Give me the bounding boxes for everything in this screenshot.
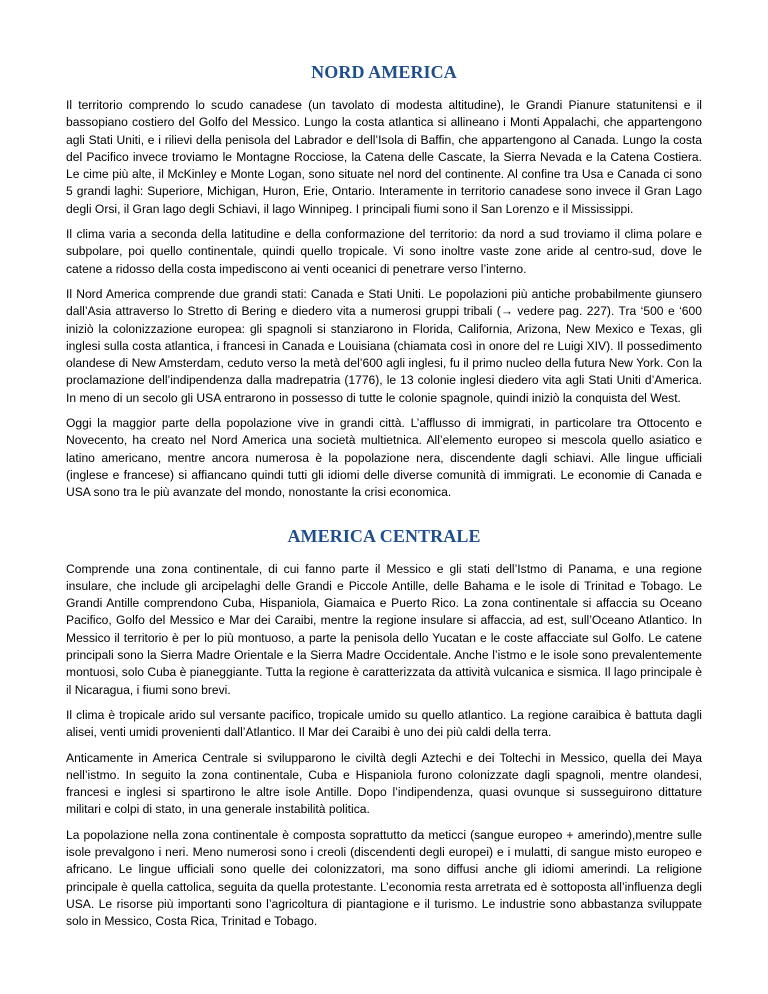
- paragraph-history: Il Nord America comprende due grandi stati: Canada e Stati Uniti. Le popolazioni più antiche probabilmente giunsero dall’Asia attraverso lo Stretto di Bering e diedero vita a numerosi gruppi tribali (→ vedere pag. 227). Tra ‘500 e ‘600 iniziò la colonizzazione europea: gli spagnoli si stanziarono in Florida, California, Arizona, New Mexico e Texas, gli inglesi sulla costa atlantica, i francesi in Canada e Louisiana (chiamata così in onore del re Luigi XIV). Il possedimento olandese di New Amsterdam, ceduto verso la metà del’600 agli inglesi, fu il primo nucleo della futura New York. Con la proclamazione dell’indipendenza dalla madrepatria (1776), le 13 colonie inglesi diedero vita agli Stati Uniti d’America. In meno di un secolo gli USA entrarono in possesso di tutte le colonie spagnole, quindi iniziò la conquista del West.: [66, 286, 702, 405]
- paragraph-population: Oggi la maggior parte della popolazione vive in grandi città. L’afflusso di immigrati, in particolare tra Ottocento e Novecento, ha creato nel Nord America una società multietnica. All’elemento europeo si mescola quello asiatico e latino americano, mentre ancora numerosa è la popolazione nera, discendente dagli schiavi. Alle lingue ufficiali (inglese e francese) si affiancano quindi tutti gli idiomi delle diverse comunità di immigrati. Le economie di Canada e USA sono tra le più avanzate del mondo, nonostante la crisi economica.: [66, 416, 702, 500]
- paragraph-history: Anticamente in America Centrale si svilupparono le civiltà degli Aztechi e dei Toltechi in Messico, quella dei Maya nell’istmo. In seguito la zona continentale, Cuba e Hispaniola furono colonizzate dagli spagnoli, mentre olandesi, francesi e inglesi si spartirono le altre isole Antille. Dopo l’indipendenza, quasi ovunque si susseguirono dittature militari e colpi di stato, in una generale instabilità politica.: [66, 750, 702, 817]
- paragraph-climate: Il clima varia a seconda della latitudine e della conformazione del territorio: da nord a sud troviamo il clima polare e subpolare, poi quello continentale, quindi quello tropicale. Vi sono inoltre vaste zone aride al centro-sud, dove le catene a ridosso della costa impediscono ai venti oceanici di penetrare verso l’interno.: [66, 227, 702, 276]
- paragraph-territory: Il territorio comprendo lo scudo canadese (un tavolato di modesta altitudine), le Grandi Pianure statunitensi e il bassopiano costiero del Golfo del Messico. Lungo la costa atlantica si allineano i Monti Appalachi, che appartengono agli Stati Uniti, e i rilievi della penisola del Labrador e dell’Isola di Baffin, che appartengono al Canada. Lungo la costa del Pacifico invece troviamo le Montagne Rocciose, la Catena delle Cascate, la Sierra Nevada e la Catena Costiera. Le cime più alte, il McKinley e Monte Logan, sono situate nel nord del continente. Al confine tra Usa e Canada ci sono 5 grandi laghi: Superiore, Michigan, Huron, Erie, Ontario. Interamente in territorio canadese sono invece il Gran Lago degli Orsi, il Gran lago degli Schiavi, il lago Winnipeg. I principali fiumi sono il San Lorenzo e il Mississippi.: [66, 98, 702, 216]
- paragraph-territory: Comprende una zona continentale, di cui fanno parte il Messico e gli stati dell’Istmo di Panama, e una regione insulare, che include gli arcipelaghi delle Grandi e Piccole Antille, delle Bahama e le isole di Trinitad e Tobago. Le Grandi Antille comprendono Cuba, Hispaniola, Giamaica e Puerto Rico. La zona continentale si affaccia su Oceano Pacifico, Golfo del Messico e Mar dei Caraibi, mentre la regione insulare si affaccia, ad est, sull’Oceano Atlantico. In Messico il territorio è per lo più montuoso, a parte la penisola dello Yucatan e le coste affacciate sul Golfo. Le catene principali sono la Sierra Madre Orientale e la Sierra Madre Occidentale. Anche l’istmo e le isole sono prevalentemente montuosi, solo Cuba è pianeggiante. Tutta la regione è caratterizzata da attività vulcanica e sismica. Il lago principale è il Nicaragua, i fiumi sono brevi.: [66, 561, 702, 697]
- section-title-america-centrale: AMERICA CENTRALE: [287, 525, 481, 546]
- document-body: [66, 62, 702, 938]
- paragraph-population: La popolazione nella zona continentale è composta soprattutto da meticci (sangue europeo + amerindo),mentre sulle isole prevalgono i neri. Meno numerosi sono i creoli (discendenti degli europei) e i mulatti, di sangue misto europeo e africano. Le lingue ufficiali sono quelle dei colonizzatori, ma sono diffusi anche gli idiomi amerindi. La religione principale è quella cattolica, seguita da quella protestante. L’economia resta arretrata ed è sottoposta all’influenza degli USA. Le risorse più importanti sono l’agricoltura di piantagione e il turismo. Le industrie sono abbastanza sviluppate solo in Messico, Costa Rica, Trinitad e Tobago.: [66, 827, 702, 929]
- paragraph-climate: Il clima è tropicale arido sul versante pacifico, tropicale umido su quello atlantico. La regione caraibica è battuta dagli alisei, venti umidi provenienti dall’Atlantico. Il Mar dei Caraibi è uno dei più caldi della terra.: [66, 707, 702, 740]
- section-title-nord-america: NORD AMERICA: [311, 62, 457, 82]
